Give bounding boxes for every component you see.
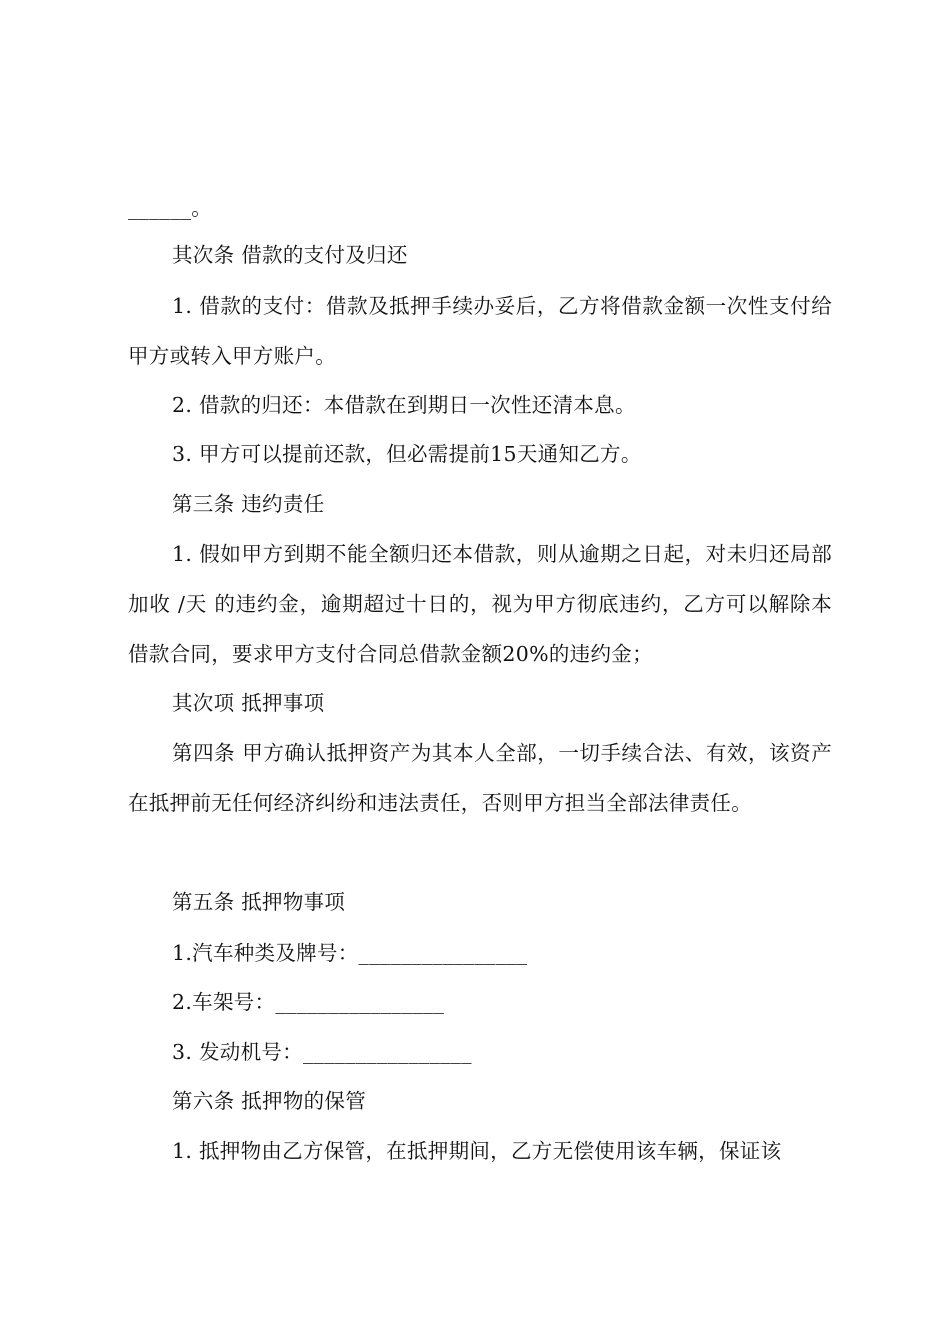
vehicle-type-field: 1.汽车种类及牌号：________________: [172, 941, 528, 965]
article-2-clause-1: 1. 借款的支付：借款及抵押手续办妥后，乙方将借款金额一次性支付给甲方或转入甲方账户。: [128, 294, 832, 368]
article-3-heading: 第三条 违约责任: [172, 492, 325, 516]
article-2-clause-2: 2. 借款的归还：本借款在到期日一次性还清本息。: [172, 393, 636, 417]
vin-field: 2.车架号：________________: [172, 990, 445, 1014]
section-2-heading: 其次项 抵押事项: [172, 691, 325, 715]
article-6-clause-1: 1. 抵押物由乙方保管，在抵押期间，乙方无偿使用该车辆，保证该: [172, 1139, 782, 1163]
article-2-heading: 其次条 借款的支付及归还: [172, 243, 408, 267]
article-5-heading: 第五条 抵押物事项: [172, 890, 346, 914]
article-3-clause-1: 1. 假如甲方到期不能全额归还本借款，则从逾期之日起，对未归还局部加收 /天 的违约金，逾期超过十日的，视为甲方彻底违约，乙方可以解除本借款合同，要求甲方支付合同总借款金额20%的违约金；: [128, 542, 832, 666]
article-4-text: 第四条 甲方确认抵押资产为其本人全部，一切手续合法、有效，该资产在抵押前无任何经济纠纷和违法责任，否则甲方担当全部法律责任。: [128, 741, 832, 815]
article-2-clause-3: 3. 甲方可以提前还款，但必需提前15天通知乙方。: [172, 442, 642, 466]
engine-number-field: 3. 发动机号：________________: [172, 1040, 472, 1064]
blank-line-end: ______。: [128, 196, 213, 220]
article-6-heading: 第六条 抵押物的保管: [172, 1089, 367, 1113]
